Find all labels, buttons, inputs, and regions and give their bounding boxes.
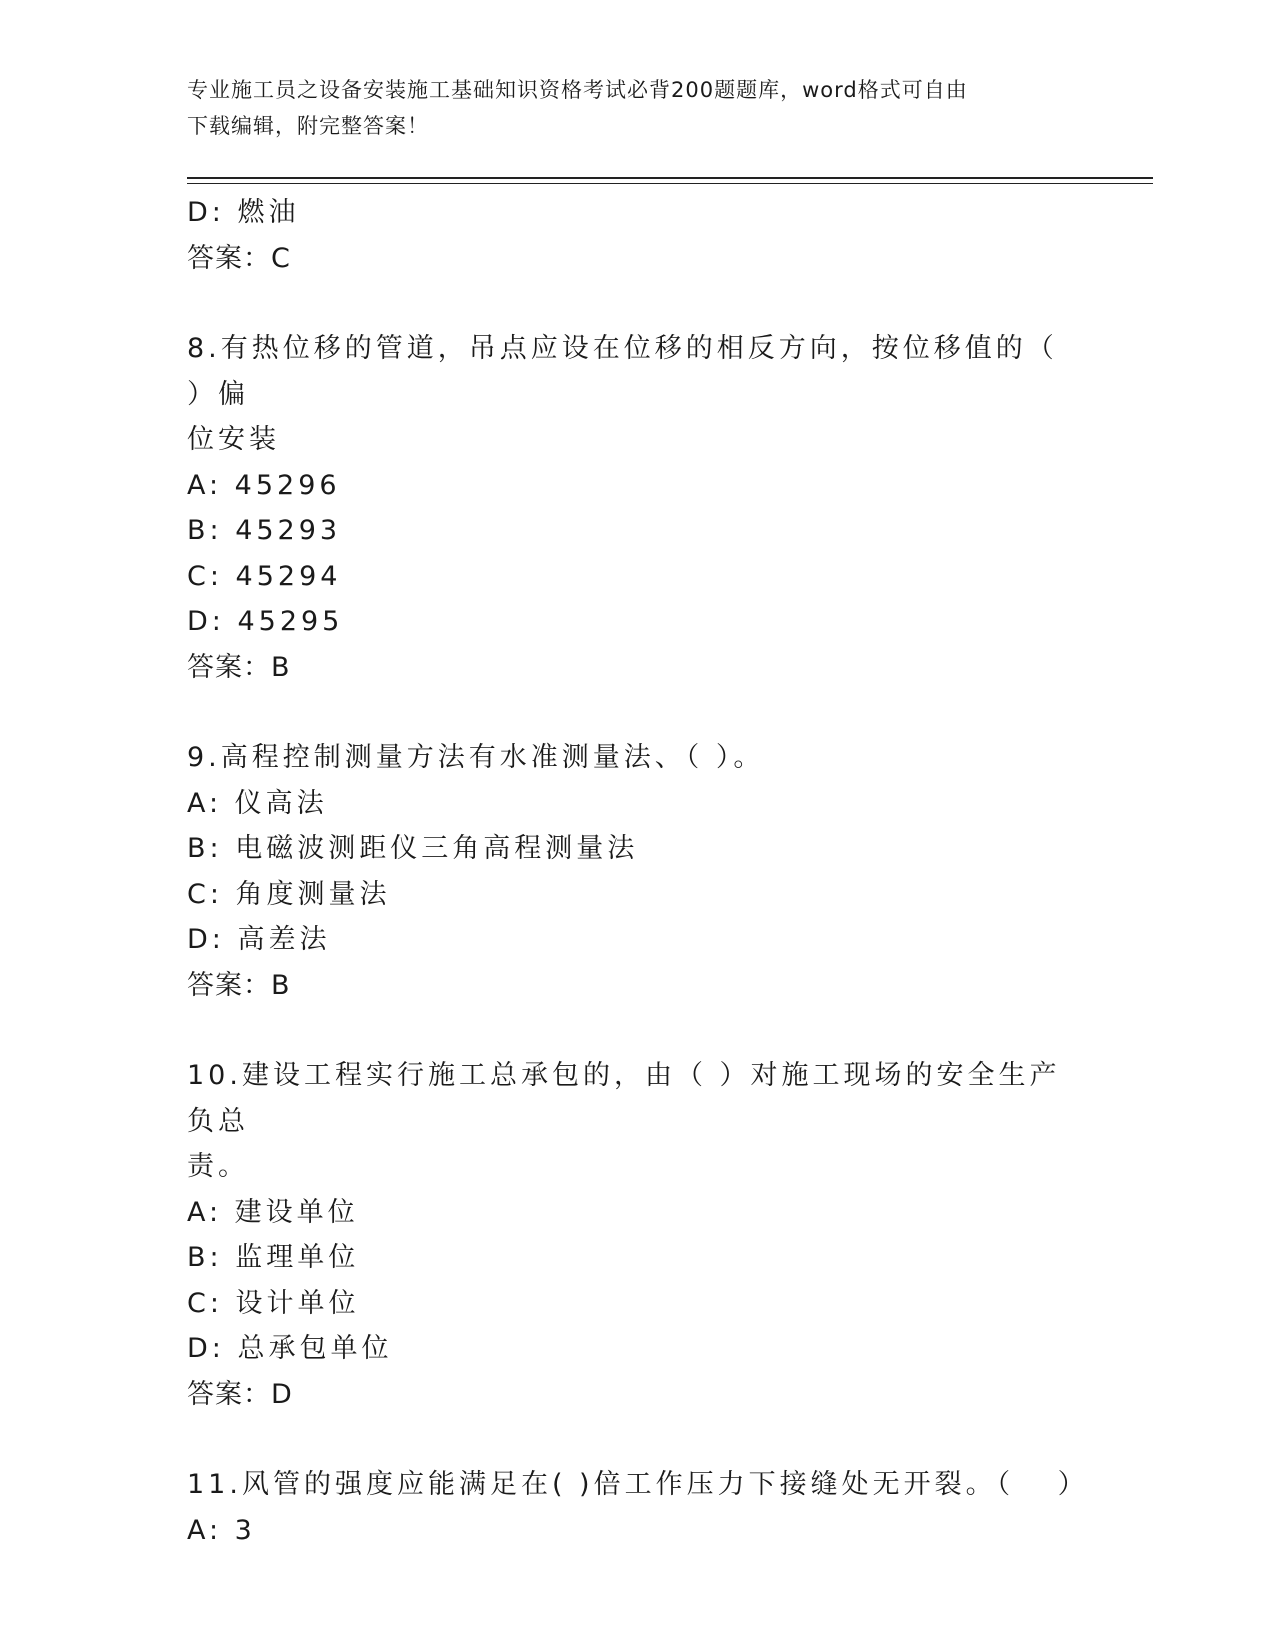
- document-header: [187, 72, 1087, 144]
- option-a: A: 3: [187, 1514, 256, 1546]
- option-b: B: 45293: [187, 515, 342, 546]
- option-c: C: 角度测量法: [187, 878, 391, 910]
- question-9: [187, 735, 1087, 1008]
- question-text: 9.高程控制测量方法有水准测量法、（ ）。: [187, 742, 765, 773]
- answer-line: 答案：C: [187, 242, 291, 274]
- question-10: [187, 1053, 1087, 1417]
- answer-line: 答案：B: [187, 651, 291, 683]
- question-text-cont: 位安装: [187, 424, 280, 455]
- option-d: D: 45295: [187, 606, 344, 637]
- question-8: [187, 326, 1087, 690]
- question-text-cont: 责。: [187, 1151, 249, 1182]
- option-d: D: 燃油: [187, 197, 300, 228]
- question-content: [187, 190, 1087, 1553]
- option-d: D: 总承包单位: [187, 1333, 393, 1364]
- option-d: D: 高差法: [187, 924, 331, 955]
- header-line-1: 专业施工员之设备安装施工基础知识资格考试必背200题题库，word格式可自由: [187, 78, 968, 102]
- option-c: C: 设计单位: [187, 1287, 360, 1319]
- header-rule-thin: [187, 183, 1153, 184]
- question-11: [187, 1462, 1087, 1553]
- previous-question-tail: [187, 190, 1087, 281]
- option-b: B: 监理单位: [187, 1242, 360, 1273]
- question-text: 10.建设工程实行施工总承包的，由（ ）对施工现场的安全生产负总: [187, 1060, 1061, 1137]
- option-a: A: 建设单位: [187, 1196, 359, 1228]
- header-line-2: 下载编辑，附完整答案！: [187, 114, 429, 138]
- answer-line: 答案：B: [187, 969, 291, 1001]
- option-a: A: 45296: [187, 469, 341, 501]
- question-text: 11.风管的强度应能满足在( )倍工作压力下接缝处无开裂。（ ）: [187, 1469, 1089, 1500]
- option-b: B: 电磁波测距仪三角高程测量法: [187, 833, 639, 864]
- answer-line: 答案：D: [187, 1378, 293, 1410]
- option-a: A: 仪高法: [187, 787, 328, 819]
- question-text: 8.有热位移的管道，吊点应设在位移的相反方向，按位移值的（ ）偏: [187, 333, 1058, 410]
- option-c: C: 45294: [187, 560, 342, 592]
- header-rule-thick: [187, 177, 1153, 179]
